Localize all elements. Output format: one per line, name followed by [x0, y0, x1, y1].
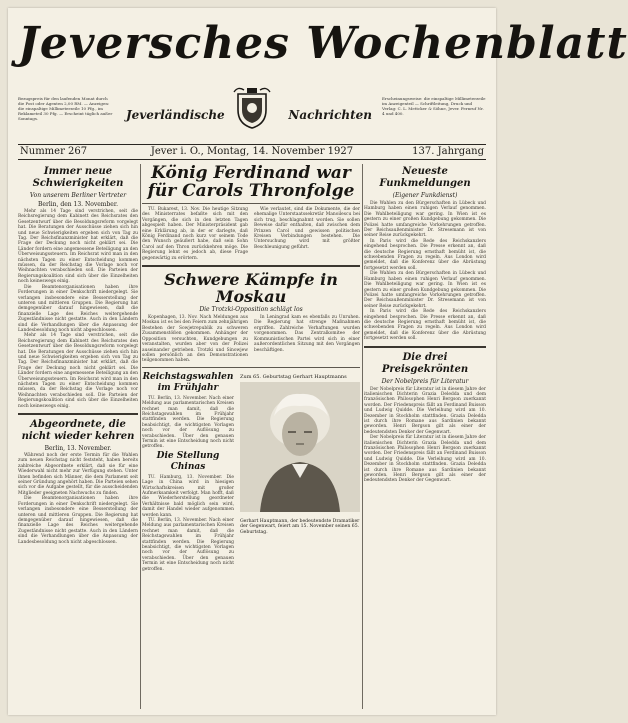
center-column [142, 164, 360, 709]
article-separator [142, 367, 360, 368]
article-headline: Abgeordnete, die nicht wieder kehren [21, 419, 135, 443]
column-divider [140, 164, 141, 709]
subtitle-right: Nachrichten [288, 108, 372, 122]
article-separator [142, 265, 360, 267]
moscow-article [142, 315, 360, 364]
article-subline: Die Trotzki-Opposition schlägt los [199, 306, 303, 314]
issue-date: Jever i. O., Montag, 14. November 1927 [150, 146, 354, 157]
article-headline: Immer neue Schwierigkeiten [32, 166, 124, 189]
column-divider [362, 164, 363, 709]
news-block [142, 371, 360, 572]
article-body: Die Wahlen zu den Bürgerschaften in Lübeck und Hamburg haben einen ruhigen Verlauf genommen. Die Wahlbeteiligung war gering. In Wien ist es gestern zu einer großen Kundgebung gekommen. Die Polizei hatte umfangreiche Vorkehrungen getroffen. Der Reichsaußenminister Dr. Stresemann ist von seiner Reise zurückgekehrt. [364, 201, 486, 239]
article-headline: Reichstagswahlen im Frühjahr [142, 371, 234, 393]
dateline-bar [18, 144, 486, 160]
volume-number: 137. Jahrgang [412, 146, 484, 157]
article-body: In Leningrad kam es ebenfalls zu Unruhen. Die Regierung hat strenge Maßnahmen ergriffen. Zahlreiche Verhaftungen wurden vorgenommen. Das Zentralkomitee der Kommunistischen Partei wird sich in einer außerordentlichen Sitzung mit den Vorgängen beschäftigen. [254, 315, 360, 353]
lead-headline: König Ferdinand war für Carols Thronfolge [147, 163, 355, 201]
article-dateline: Berlin, 13. November. [44, 445, 112, 453]
article-subline: Der Nobelpreis für Literatur [381, 377, 469, 385]
subtitle-left: Jeverländische [126, 108, 225, 122]
article-separator [364, 346, 486, 348]
article-body: TU. Bukarest, 13. Nov. Die heutige Sitzung des Ministerrates befaßte sich mit den Vorgängen, die sich in den letzten Tagen abgespielt haben. Der Ministerpräsident gab eine Erklärung ab, in der er darlegte, daß König Ferdinand noch kurz vor seinem Tode den Wunsch geäußert habe, daß sein Sohn Carol auf den Thron zurückkehren möge. Die Regierung lehnt es jedoch ab, diese Frage gegenwärtig zu erörtern. [142, 207, 248, 261]
article-dateline: Berlin, den 13. November. [38, 201, 118, 208]
right-column [364, 164, 486, 709]
article-body: TU. Berlin, 13. November. Nach einer Meldung aus parlamentarischen Kreisen rechnet man damit, daß die Reichstagswahlen im Frühjahr stattfinden werden. Die Regierung beabsichtigt, die wichtigsten Vorlagen noch vor der Auflösung zu verabschieden. Über den genauen Termin ist eine Entscheidung noch nicht getroffen. [142, 395, 234, 450]
article-subline: (Eigener Funkdienst) [392, 192, 458, 199]
article-body: Die Wahlen zu den Bürgerschaften in Lübeck und Hamburg haben einen ruhigen Verlauf genommen. Die Wahlbeteiligung war gering. In Wien ist es gestern zu einer großen Kundgebung gekommen. Die Polizei hatte umfangreiche Vorkehrungen getroffen. Der Reichsaußenminister Dr. Stresemann ist von seiner Reise zurückgekehrt. [364, 271, 486, 309]
article-body: TU. Berlin, 13. November. Nach einer Meldung aus parlamentarischen Kreisen rechnet man damit, daß die Reichstagswahlen im Frühjahr stattfinden werden. Die Regierung beabsichtigt, die wichtigsten Vorlagen noch vor der Auflösung zu verabschieden. Über den genauen Termin ist eine Entscheidung noch nicht getroffen. [142, 518, 234, 572]
lead-article [142, 207, 360, 261]
portrait-photo [240, 382, 360, 512]
coat-of-arms-icon [232, 86, 272, 130]
article-body: Während noch der erste Termin für die Wahlen zum neuen Reichstag nicht feststeht, haben bereits zahlreiche Abgeordnete erklärt, daß sie für eine Wiederwahl nicht mehr zur Verfügung stehen. Unter ihnen befinden sich Männer, die dem Parlament seit seiner Gründung angehört haben. Die Parteien sehen sich vor die Aufgabe gestellt, für die ausscheidenden Mitglieder geeigneten Nachwuchs zu finden. [18, 453, 138, 496]
article-headline: Schwere Kämpfe in Moskau [164, 270, 338, 307]
subscription-info: Bezugspreis für den laufenden Monat durch die Post oder Agenten 2,00 RM. — Anzeigen: die einspaltige Millimeterzeile 10 Pfg., im Reklameteil 30 Pfg. — Erscheint täglich außer Sonntags. [18, 96, 113, 121]
newspaper-title: Jeversches Wochenblatt [18, 18, 628, 69]
article-body: Der Nobelpreis für Literatur ist in diesem Jahre der italienischen Dichterin Grazia Deledda und dem französischen Philosophen Henri Bergson zuerkannt worden. Der Friedenspreis fällt an Ferdinand Buisson und Ludwig Quidde. Die Verleihung wird am 10. Dezember in Stockholm stattfinden. Grazia Deledda ist durch ihre Romane aus Sardinien bekannt geworden. Henri Bergson gilt als einer der bedeutendsten Denker der Gegenwart. [364, 386, 486, 435]
article-body: TU. Hamburg, 13. November. Die Lage in China wird in hiesigen Wirtschaftskreisen mit großer Aufmerksamkeit verfolgt. Man hofft, daß die Wiederherstellung geordneter Verhältnisse bald möglich sein wird, damit der Handel wieder aufgenommen werden kann. [142, 474, 234, 518]
article-separator [18, 413, 138, 415]
article-body: Die Beamtenorganisationen haben ihre Forderungen in einer Denkschrift niedergelegt. Sie verlangen insbesondere eine Besserstellung der unteren und mittleren Gruppen. Die Regierung hat demgegenüber darauf hingewiesen, daß die finanzielle Lage des Reiches weitergehende Zugeständnisse nicht gestatte. Auch in den Ländern sind die Verhandlungen über die Anpassung der Landesbesoldung noch nicht abgeschlossen. [18, 496, 138, 545]
photo-caption: Zum 65. Geburtstag Gerhart Hauptmanns [240, 373, 347, 380]
newspaper-page [8, 8, 628, 715]
article-body: Kopenhagen, 13. Nov. Nach Meldungen aus Moskau ist es bei den Feiern zum zehnjährigen Bestehen der Sowjetrepublik zu schweren Zusammenstößen gekommen. Anhänger der Opposition versuchten, Kundgebungen zu veranstalten, wurden aber von der Polizei auseinander getrieben. Trotzki und Sinowjew sollen persönlich an den Demonstrationen teilgenommen haben. [142, 315, 248, 364]
article-headline: Neueste Funkmeldungen [379, 166, 471, 189]
publisher-info: Erscheinungsweise: die einspaltige Millimeterzeile im Anzeigenteil — Schriftleitung, Druck und Verlag: C. L. Mettcker & Söhne, Jever. Fernruf Nr. 4 und 400. [382, 96, 486, 116]
article-headline: Die drei Preisgekrönten [381, 351, 469, 375]
masthead [18, 18, 628, 126]
article-body: Mehr als 14 Tage sind verstrichen, seit die Reichsregierung dem Kabinett des Reichsrates den Gesetzentwurf über die Besoldungsreform vorgelegt hat. Die Beratungen der Ausschüsse ziehen sich hin und neue Schwierigkeiten ergeben sich von Tag zu Tag. Der Reichsfinanzminister hat erklärt, daß die Frage der Deckung noch nicht geklärt sei. Die Länder fordern eine angemessene Beteiligung an den Überweisungssteuern. Im Reichsrat wird man in den nächsten Tagen zu einer Entscheidung kommen müssen, da der Reichstag die Vorlage noch vor Weihnachten verabschieden soll. Die Parteien der Regierungskoalition sind sich über die Einzelheiten noch keineswegs einig. [18, 209, 138, 285]
left-column [18, 164, 138, 709]
article-body: Mehr als 14 Tage sind verstrichen, seit die Reichsregierung dem Kabinett des Reichsrates den Gesetzentwurf über die Besoldungsreform vorgelegt hat. Die Beratungen der Ausschüsse ziehen sich hin und neue Schwierigkeiten ergeben sich von Tag zu Tag. Der Reichsfinanzminister hat erklärt, daß die Frage der Deckung noch nicht geklärt sei. Die Länder fordern eine angemessene Beteiligung an den Überweisungssteuern. Im Reichsrat wird man in den nächsten Tagen zu einer Entscheidung kommen müssen, da der Reichstag die Vorlage noch vor Weihnachten verabschieden soll. Die Parteien der Regierungskoalition sind sich über die Einzelheiten noch keineswegs einig. [18, 333, 138, 409]
photo-text: Gerhart Hauptmann, der bedeutendste Dramatiker der Gegenwart, feiert am 15. November seinen 65. Geburtstag. [240, 518, 360, 535]
article-body: Der Nobelpreis für Literatur ist in diesem Jahre der italienischen Dichterin Grazia Deledda und dem französischen Philosophen Henri Bergson zuerkannt worden. Der Friedenspreis fällt an Ferdinand Buisson und Ludwig Quidde. Die Verleihung wird am 10. Dezember in Stockholm stattfinden. Grazia Deledda ist durch ihre Romane aus Sardinien bekannt geworden. Henri Bergson gilt als einer der bedeutendsten Denker der Gegenwart. [364, 435, 486, 484]
article-body: Die Beamtenorganisationen haben ihre Forderungen in einer Denkschrift niedergelegt. Sie verlangen insbesondere eine Besserstellung der unteren und mittleren Gruppen. Die Regierung hat demgegenüber darauf hingewiesen, daß die finanzielle Lage des Reiches weitergehende Zugeständnisse nicht gestatte. Auch in den Ländern sind die Verhandlungen über die Anpassung der Landesbesoldung noch nicht abgeschlossen. [18, 284, 138, 333]
article-separator [142, 203, 360, 204]
issue-number: Nummer 267 [20, 146, 88, 157]
article-body: In Paris wird die Rede des Reichskanzlers eingehend besprochen. Die Presse erkennt an, daß die deutsche Regierung ernsthaft bemüht ist, die schwebenden Fragen zu regeln. Aus London wird gemeldet, daß die Konferenz über die Abrüstung fortgesetzt werden soll. [364, 238, 486, 271]
article-body: Wie verlautet, sind die Dokumente, die der ehemalige Unterstaatssekretär Manoilescu bei sich trug, beschlagnahmt worden. Sie sollen Beweise dafür enthalten, daß zwischen dem Prinzen Carol und gewissen politischen Kreisen Verbindungen bestehen. Die Untersuchung wird mit größter Beschleunigung geführt. [254, 207, 360, 250]
article-body: In Paris wird die Rede des Reichskanzlers eingehend besprochen. Die Presse erkennt an, daß die deutsche Regierung ernsthaft bemüht ist, die schwebenden Fragen zu regeln. Aus London wird gemeldet, daß die Konferenz über die Abrüstung fortgesetzt werden soll. [364, 309, 486, 342]
article-subline: Von unserem Berliner Vertreter [29, 192, 127, 199]
article-headline: Die Stellung Chinas [156, 450, 220, 472]
